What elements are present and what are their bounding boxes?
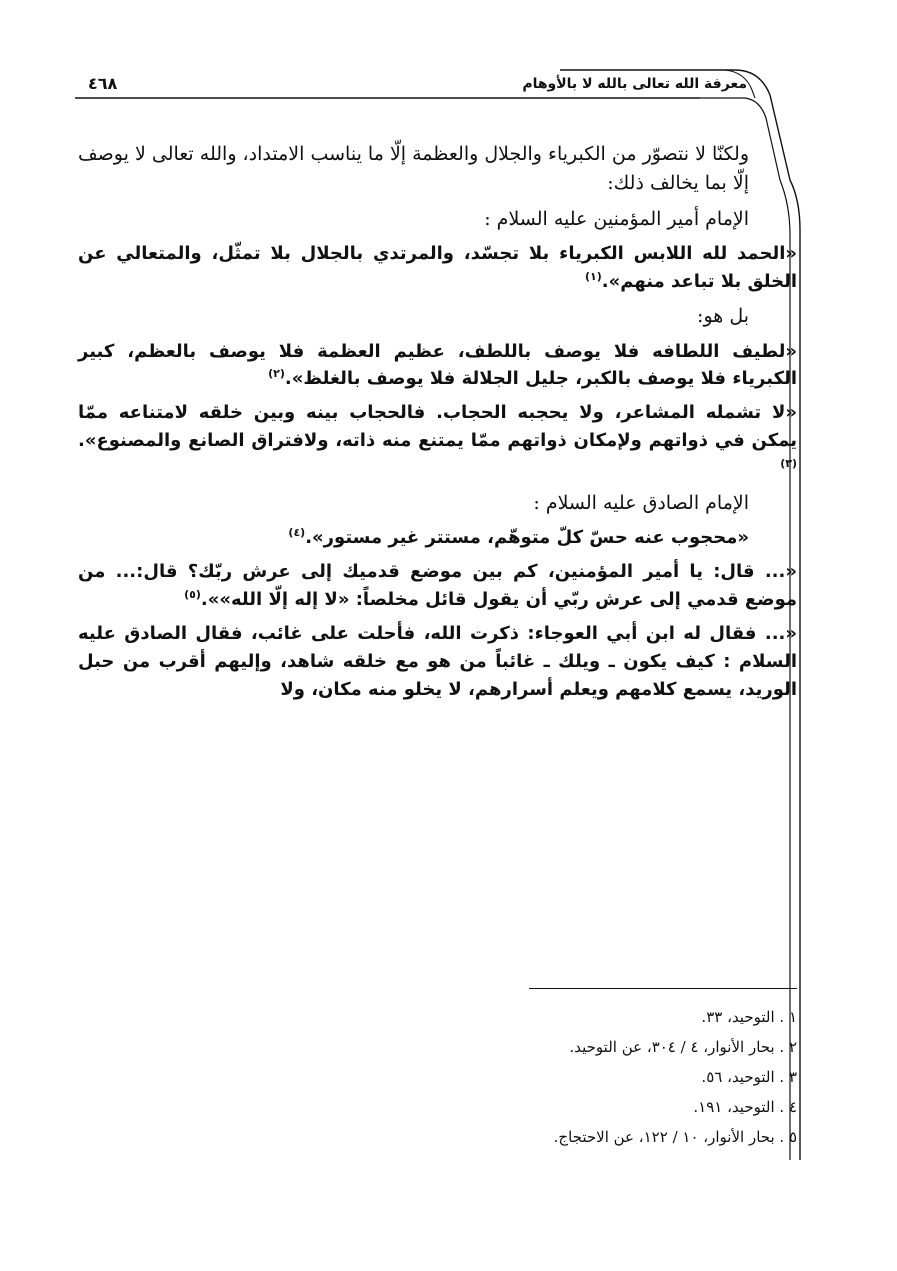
footnote-2: ٢ . بحار الأنوار، ٤ / ٣٠٤، عن التوحيد.	[569, 1038, 797, 1056]
footnote-ref-1[interactable]: (١)	[585, 270, 602, 284]
quote-6-text-b: كيف يكون ـ ويلك ـ غائباً من هو مع خلقه شاهد، وإليهم أقرب من حبل الوريد، يسمع كلامهم ويعلم أسرارهم، لا يخلو منه مكان، ولا	[78, 650, 797, 700]
footnote-1: ١ . التوحيد، ٣٣.	[701, 1008, 797, 1026]
speaker-amir-al-muminin: الإمام أمير المؤمنين عليه السلام :	[484, 207, 749, 230]
paragraph-intro: ولكنّا لا نتصوّر من الكبرياء والجلال والعظمة إلّا ما يناسب الامتداد، والله تعالى لا يوصف إلّا بما يخالف ذلك:	[78, 143, 749, 195]
quote-4	[78, 524, 797, 552]
quote-2	[78, 338, 797, 394]
quote-3-text: «لا تشمله المشاعر، ولا يحجبه الحجاب. فالحجاب بينه وبين خلقه لامتناعه ممّا يمكن في ذواتهم ولإمكان ذواتهم ممّا يمتنع منه ذاته، ولافتراق الصانع والمصنوع».	[78, 402, 797, 452]
footnote-divider	[529, 988, 797, 989]
footnote-4: ٤ . التوحيد، ١٩١.	[693, 1098, 797, 1116]
footnote-ref-3[interactable]: (٣)	[780, 457, 797, 471]
quote-3	[78, 399, 797, 483]
quote-1	[78, 240, 797, 296]
footnote-ref-5[interactable]: (٥)	[184, 588, 201, 602]
quote-5	[78, 558, 797, 614]
page-number: ٤٦٨	[88, 74, 118, 93]
bal-huwa: بل هو:	[697, 305, 749, 328]
footnote-3: ٣ . التوحيد، ٥٦.	[701, 1068, 797, 1086]
footnote-ref-2[interactable]: (٢)	[268, 367, 285, 381]
running-title: معرفة الله تعالى بالله لا بالأوهام	[522, 76, 747, 92]
quote-2-text: «لطيف اللطافه فلا يوصف باللطف، عظيم العظمة فلا يوصف بالعظم، كبير الكبرياء فلا يوصف بالكبر، جليل الجلالة فلا يوصف بالغلظ».	[78, 340, 797, 390]
quote-6-text-a: «... فقال له ابن أبي العوجاء: ذكرت الله، فأحلت على غائب، فقال الصادق عليه السلام :	[78, 623, 797, 672]
footnote-5: ٥ . بحار الأنوار، ١٠ / ١٢٢، عن الاحتجاج.	[553, 1128, 797, 1146]
main-text	[78, 140, 797, 710]
footnote-ref-4[interactable]: (٤)	[288, 526, 306, 540]
quote-6	[78, 620, 797, 704]
quote-1-text: «الحمد لله اللابس الكبرياء بلا تجسّد، والمرتدي بالجلال بلا تمثّل، والمتعالي عن الخلق بلا تباعد منهم».	[78, 243, 797, 293]
footnotes	[377, 1002, 797, 1152]
speaker-al-sadiq: الإمام الصادق عليه السلام :	[533, 491, 749, 514]
quote-4-text: «محجوب عنه حسّ كلّ متوهّم، مستتر غير مستور».	[305, 527, 749, 549]
quote-5-text: «... قال: يا أمير المؤمنين، كم بين موضع قدميك إلى عرش ربّك؟ قال:... من موضع قدمي إلى عرش ربّي أن يقول قائل مخلصاً: «لا إله إلّا الله»».	[78, 561, 797, 611]
